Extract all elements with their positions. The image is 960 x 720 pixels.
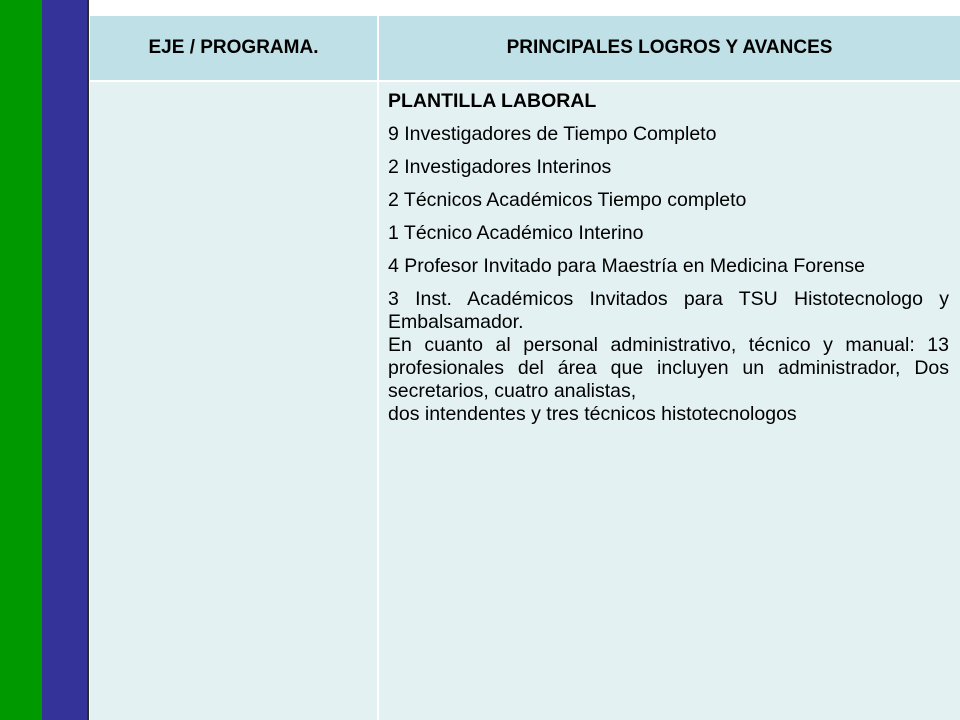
header-eje-programa: EJE / PROGRAMA. (148, 37, 319, 58)
list-item: 4 Profesor Invitado para Maestría en Medicina Forense (388, 255, 865, 277)
plantilla-title: PLANTILLA LABORAL (388, 90, 597, 112)
cell-eje-programa (90, 82, 377, 720)
vertical-divider (87, 0, 89, 720)
table-row (90, 82, 960, 720)
list-item: 9 Investigadores de Tiempo Completo (388, 123, 717, 145)
header-logros-avances: PRINCIPALES LOGROS Y AVANCES (506, 37, 833, 58)
admin-staff-last-line: dos intendentes y tres técnicos histotecnologos (388, 403, 797, 425)
list-item: 2 Investigadores Interinos (388, 156, 612, 178)
list-item: 3 Inst. Académicos Invitados para TSU Histotecnologo y Embalsamador. (388, 288, 949, 333)
list-item: 1 Técnico Académico Interino (388, 222, 644, 244)
left-green-bar (0, 0, 42, 720)
column-separator (377, 16, 379, 720)
table-header-row (90, 16, 960, 82)
achievements-table (90, 16, 960, 720)
cell-logros-avances (388, 90, 949, 426)
list-item: 2 Técnicos Académicos Tiempo completo (388, 189, 747, 211)
left-blue-bar (42, 0, 87, 720)
admin-staff-paragraph: En cuanto al personal administrativo, técnico y manual: 13 profesionales del área que incluyen un administrador, Dos secretarios, cuatro analistas, (388, 334, 949, 402)
